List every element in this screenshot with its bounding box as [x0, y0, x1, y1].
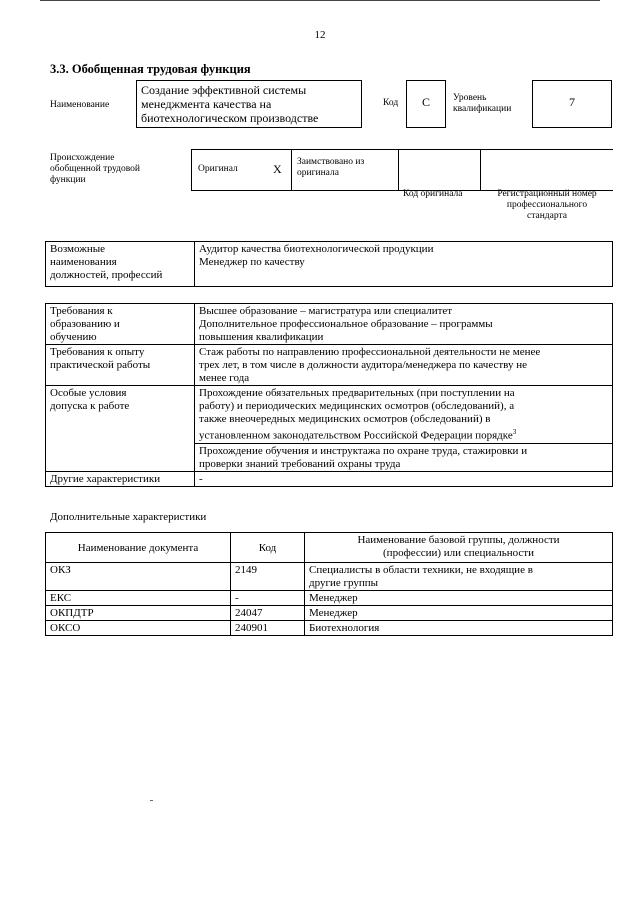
doc-cell: ОКЗ [46, 563, 231, 591]
req-experience-label [46, 345, 195, 386]
code-cell: 24047 [231, 606, 305, 621]
header-code: Код [231, 533, 305, 563]
stray-mark [150, 800, 153, 801]
level-value: 7 [532, 80, 612, 128]
footnote-mark: 3 [512, 428, 517, 436]
origin-label-line: обобщенной трудовой [50, 164, 140, 174]
origin-label-line: функции [50, 175, 86, 185]
group-cell: Менеджер [305, 591, 613, 606]
req-label-line: образованию и [50, 318, 120, 330]
header-group-line: Наименование базовой группы, должности [357, 534, 560, 546]
req-label-line: Особые условия [50, 387, 127, 399]
req-value-line: трех лет, в том числе в должности аудитора/менеджера по качеству не [199, 359, 528, 371]
code-value: C [406, 80, 446, 128]
borrowed-label-line: Заимствовано из [297, 157, 365, 167]
group-line: Специалисты в области техники, не входящие в [309, 564, 533, 576]
group-cell: Биотехнология [305, 621, 613, 636]
doc-cell: ОКПДТР [46, 606, 231, 621]
function-name-box [136, 80, 362, 128]
position-item: Аудитор качества биотехнологической продукции [199, 243, 434, 255]
section-title: 3.3. Обобщенная трудовая функция [50, 62, 251, 76]
req-value-line: проверки знаний требований охраны труда [199, 457, 401, 470]
function-name-line: Создание эффективной системы [141, 83, 307, 97]
req-education-value [195, 304, 613, 345]
position-item: Менеджер по качеству [199, 256, 305, 268]
code-cell: 240901 [231, 621, 305, 636]
function-name-line: менеджмента качества на [141, 97, 272, 111]
reg-number-caption [482, 189, 612, 222]
positions-label-line: должностей, профессий [50, 269, 163, 281]
name-label: Наименование [50, 100, 110, 110]
origin-label [50, 153, 140, 186]
positions-table [45, 241, 613, 287]
req-value-line [199, 426, 608, 443]
level-label-line: Уровень [453, 93, 487, 103]
original-mark: X [273, 162, 282, 176]
code-cell: 2149 [231, 563, 305, 591]
positions-label-line: наименования [50, 256, 117, 268]
additional-title: Дополнительные характеристики [50, 511, 207, 523]
level-label [453, 93, 511, 115]
group-cell [305, 563, 613, 591]
positions-label [46, 242, 195, 287]
function-name-line: биотехнологическом производстве [141, 111, 319, 125]
req-other-value: - [195, 471, 613, 486]
req-value-line: повышения квалификации [199, 331, 324, 343]
req-value-line: менее года [199, 372, 250, 384]
origin-row [191, 149, 613, 191]
code-label: Код [383, 98, 399, 108]
header-document: Наименование документа [46, 533, 231, 563]
reg-caption-line: стандарта [527, 211, 567, 221]
req-label-line: практической работы [50, 359, 151, 371]
req-value-line: также внеочередных медицинских осмотров (обследований) в [199, 413, 491, 425]
req-value-line: Прохождение обучения и инструктажа по охране труда, стажировки и [199, 444, 528, 457]
req-label-line: Требования к [50, 305, 113, 317]
req-label-line: допуска к работе [50, 400, 130, 412]
requirements-table [45, 303, 613, 487]
reg-caption-line: профессионального [506, 200, 588, 210]
borrowed-label-line: оригинала [297, 168, 339, 178]
header-group-line: (профессии) или специальности [383, 547, 534, 559]
level-label-line: квалификации [453, 104, 512, 114]
reg-caption-line: Регистрационный номер [497, 189, 597, 199]
header-group [305, 533, 613, 563]
code-cell: - [231, 591, 305, 606]
req-admission-label [46, 386, 195, 472]
original-label: Оригинал [198, 164, 238, 174]
top-rule [40, 0, 600, 1]
page-number: 12 [314, 29, 326, 41]
positions-values [195, 242, 613, 287]
origin-label-line: Происхождение [50, 153, 115, 163]
borrowed-label [297, 157, 364, 179]
positions-label-line: Возможные [50, 243, 105, 255]
req-value-text: установленном законодательством Российской Федерации порядке [199, 429, 513, 442]
req-value-line: Прохождение обязательных предварительных (при поступлении на [199, 387, 515, 399]
req-value-line: Дополнительное профессиональное образование – программы [199, 318, 493, 330]
req-label-line: Требования к опыту [50, 346, 145, 358]
req-value-line: Стаж работы по направлению профессиональной деятельности не менее [199, 346, 541, 358]
req-experience-value [195, 345, 613, 386]
req-label-line: обучению [50, 331, 97, 343]
req-other-label: Другие характеристики [46, 471, 195, 486]
additional-table [45, 532, 613, 636]
req-value-line: Высшее образование – магистратура или специалитет [199, 305, 453, 317]
code-original-caption: Код оригинала [403, 189, 463, 199]
doc-cell: ОКСО [46, 621, 231, 636]
req-admission-medical [195, 386, 613, 444]
group-line: другие группы [309, 577, 379, 589]
group-cell: Менеджер [305, 606, 613, 621]
req-admission-safety [195, 443, 613, 471]
req-education-label [46, 304, 195, 345]
req-value-line: работу) и периодических медицинских осмотров (обследований), а [199, 400, 515, 412]
doc-cell: ЕКС [46, 591, 231, 606]
